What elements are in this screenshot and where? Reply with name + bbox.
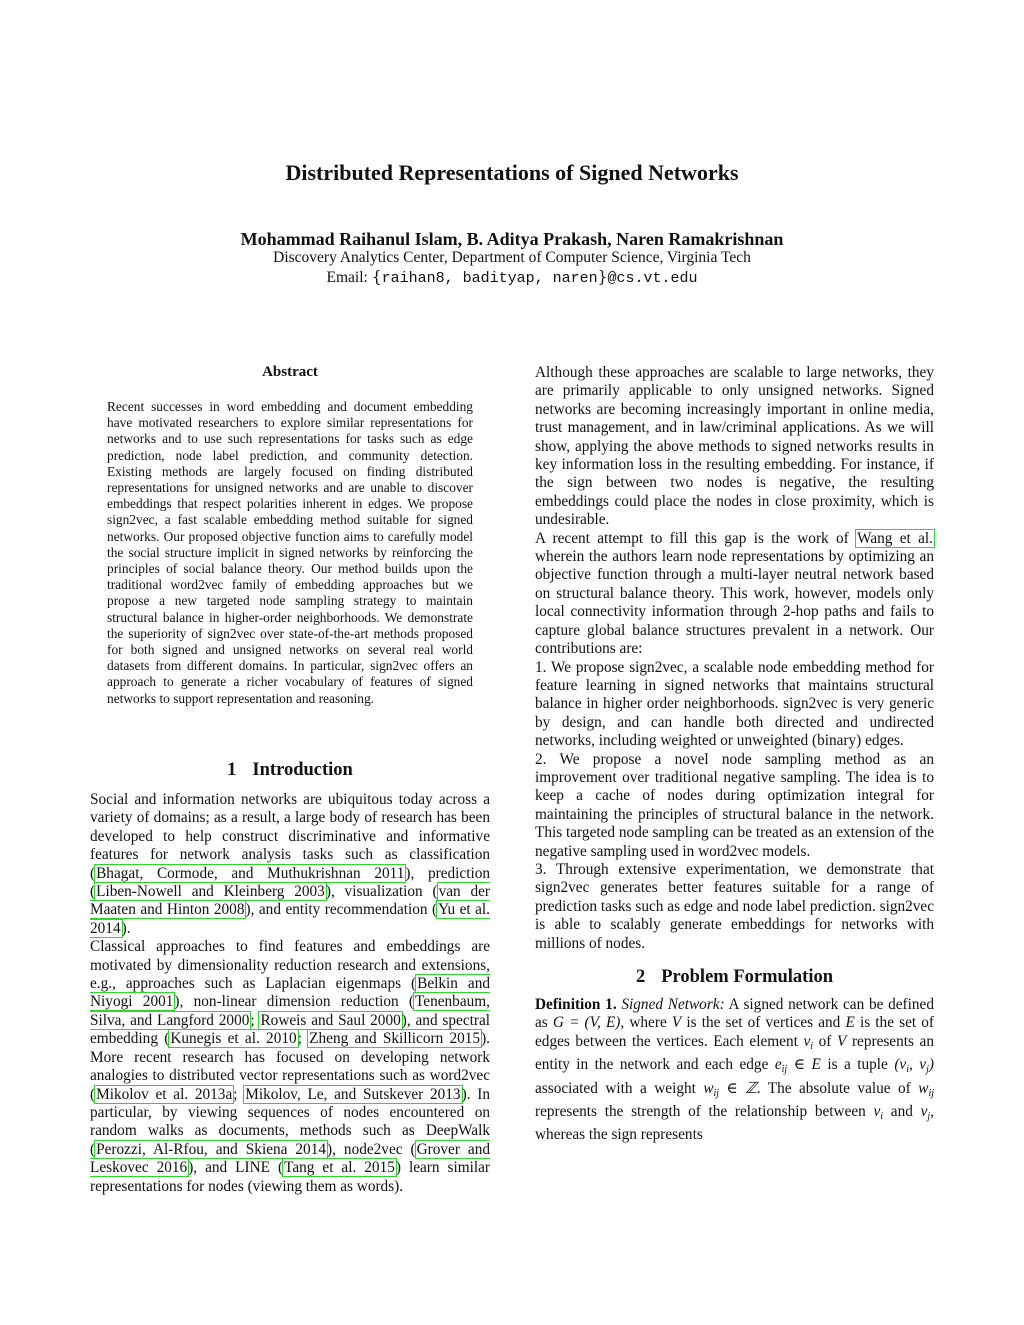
email-line (0, 268, 1024, 287)
citation-link[interactable]: van der Maaten and Hinton 2008 (90, 883, 490, 919)
affiliation: Discovery Analytics Center, Department of Computer Science, Virginia Tech (273, 249, 751, 266)
paper-title: Distributed Representations of Signed Networks (285, 160, 739, 185)
citation-link[interactable]: Mikolov, Le, and Sutskever 2013 (245, 1085, 461, 1103)
definition-name: Signed Network: (621, 996, 725, 1013)
email-brace-open: { (371, 268, 382, 286)
paragraph-approaches: Although these approaches are scalable to large networks, they are primarily applicable to only unsigned networks. Signed networks are becoming increasingly important in online media, trust management, and in law/criminal applications. As we will show, applying the above methods to signed networks results in key information loss in the resulting embedding. For instance, if the sign between two nodes is negative, the resulting embeddings could place the nodes in close proximity, which is undesirable. (535, 364, 934, 529)
email-domain: @cs.vt.edu (607, 270, 698, 287)
definition-label: Definition 1. (535, 996, 617, 1013)
intro-title: Introduction (252, 760, 353, 780)
author-list: Mohammad Raihanul Islam, B. Aditya Prakash, Naren Ramakrishnan (240, 229, 784, 249)
problem-heading (535, 967, 934, 988)
citation-link[interactable]: Yu et al. 2014 (90, 901, 490, 937)
problem-title: Problem Formulation (661, 967, 834, 987)
citation-link[interactable]: Perozzi, Al-Rfou, and Skiena 2014 (96, 1140, 327, 1158)
intro-section (90, 760, 490, 1196)
intro-paragraph-2: Classical approaches to find features and embeddings are motivated by dimensionality reduction research and extensions, e.g., approaches such as Laplacian eigenmaps (Belkin and Niyogi 2001), non-linear dimension reduction (Tenenbaum, Silva, and Langford 2000; Roweis and Saul 2000), and spectral embedding (Kunegis et al. 2010; Zheng and Skillicorn 2015). More recent research has focused on developing network analogies to distributed vector representations such as word2vec (Mikolov et al. 2013a; Mikolov, Le, and Sutskever 2013). In particular, by viewing sequences of nodes encountered on random walks as documents, methods such as DeepWalk (Perozzi, Al-Rfou, and Skiena 2014), node2vec (Grover and Leskovec 2016), and LINE (Tang et al. 2015) learn similar representations for nodes (viewing them as words). (90, 938, 491, 1195)
citation-link[interactable]: Liben-Nowell and Kleinberg 2003 (96, 883, 325, 901)
contribution-2: 2. We propose a novel node sampling method as an improvement over traditional negative sampling. The idea is to keep a cache of nodes during optimization integral for maintaining the principles of structural balance in the network. This targeted node sampling can be treated as an extension of the negative sampling used in word2vec models. (535, 750, 934, 860)
email-brace-close: } (597, 268, 608, 286)
citation-link[interactable]: Bhagat, Cormode, and Muthukrishnan 2011 (96, 864, 405, 882)
citation-link[interactable]: Wang et al. (857, 529, 933, 547)
contribution-3: 3. Through extensive experimentation, we demonstrate that sign2vec generates better features suitable for a range of prediction tasks such as edge and node label prediction. sign2vec is able to scalably generate embeddings for networks with millions of nodes. (535, 860, 934, 952)
intro-number: 1 (227, 760, 237, 780)
intro-heading (90, 760, 490, 781)
intro-paragraph-1: Social and information networks are ubiquitous today across a variety of domains; as a result, a large body of research has been developed to help construct discriminative and informative features for network analysis tasks such as classification (Bhagat, Cormode, and Muthukrishnan 2011), prediction (Liben-Nowell and Kleinberg 2003), visualization (van der Maaten and Hinton 2008), and entity recommendation (Yu et al. 2014). (90, 791, 490, 937)
definition-1: Definition 1. Signed Network: A signed network can be defined as G = (V, E), where V is the set of vertices and E is the set of edges between the vertices. Each element $v_i$ of V represents an entity in the network and each edge $e_{ij}$ ∈ E is a tuple ($v_i$, $v_j$) associated with a weight $w_{ij}$ ∈ ℤ. The absolute value of $w_{ij}$ represents the strength of the relationship between $v_i$ and $v_j$, whereas the sign represents (535, 996, 934, 1144)
contribution-1: 1. We propose sign2vec, a scalable node embedding method for feature learning in signed networks that maintains structural balance in higher order neighborhoods. sign2vec is very generic by design, and can handle both directed and undirected networks, including weighted or unweighted (binary) edges. (535, 658, 934, 750)
right-column (535, 364, 934, 1145)
citation-link[interactable]: Mikolov et al. 2013a (96, 1085, 233, 1103)
problem-number: 2 (635, 967, 646, 987)
citation-link[interactable]: Kunegis et al. 2010 (170, 1030, 297, 1048)
citation-link[interactable]: Roweis and Saul 2000 (260, 1011, 401, 1029)
citation-link[interactable]: Tenenbaum, Silva, and Langford 2000 (90, 993, 490, 1029)
citation-link[interactable]: Zheng and Skillicorn 2015 (309, 1030, 481, 1048)
citation-link[interactable]: Belkin and Niyogi 2001 (90, 975, 491, 1011)
citation-link[interactable]: Grover and Leskovec 2016 (90, 1140, 490, 1177)
citation-link[interactable]: Tang et al. 2015 (284, 1159, 395, 1177)
abstract-text: Recent successes in word embedding and document embedding have motivated researchers to explore similar representations for networks and to use such representations for tasks such as edge prediction, node label prediction, and community detection. Existing methods are largely focused on finding distributed representations for unsigned networks and are unable to discover embeddings that respect polarities inherent in edges. We propose sign2vec, a fast scalable embedding method suitable for signed networks. Our proposed objective function aims to carefully model the social structure implicit in signed networks by reinforcing the principles of social balance theory. Our method builds upon the traditional word2vec family of embedding approaches but we propose a new targeted node sampling strategy to maintain structural balance in higher-order neighborhoods. We demonstrate the superiority of sign2vec over state-of-the-art methods proposed for both signed and unsigned networks on several real world datasets from different domains. In particular, sign2vec offers an approach to generate a richer vocabulary of features of signed networks to support representation and reasoning. (107, 399, 473, 706)
paragraph-recent-attempt: A recent attempt to fill this gap is the work of Wang et al. wherein the authors learn node representations by optimizing an objective function through a multi-layer neutral network based on structural balance theory. This work, however, models only local connectivity information through 2-hop paths and fails to capture global balance structures prevalent in a network. Our contributions are: (535, 529, 934, 658)
abstract-heading: Abstract (262, 364, 318, 380)
email-handles: raihan8, badityap, naren (381, 270, 598, 287)
email-label: Email: (326, 269, 368, 286)
